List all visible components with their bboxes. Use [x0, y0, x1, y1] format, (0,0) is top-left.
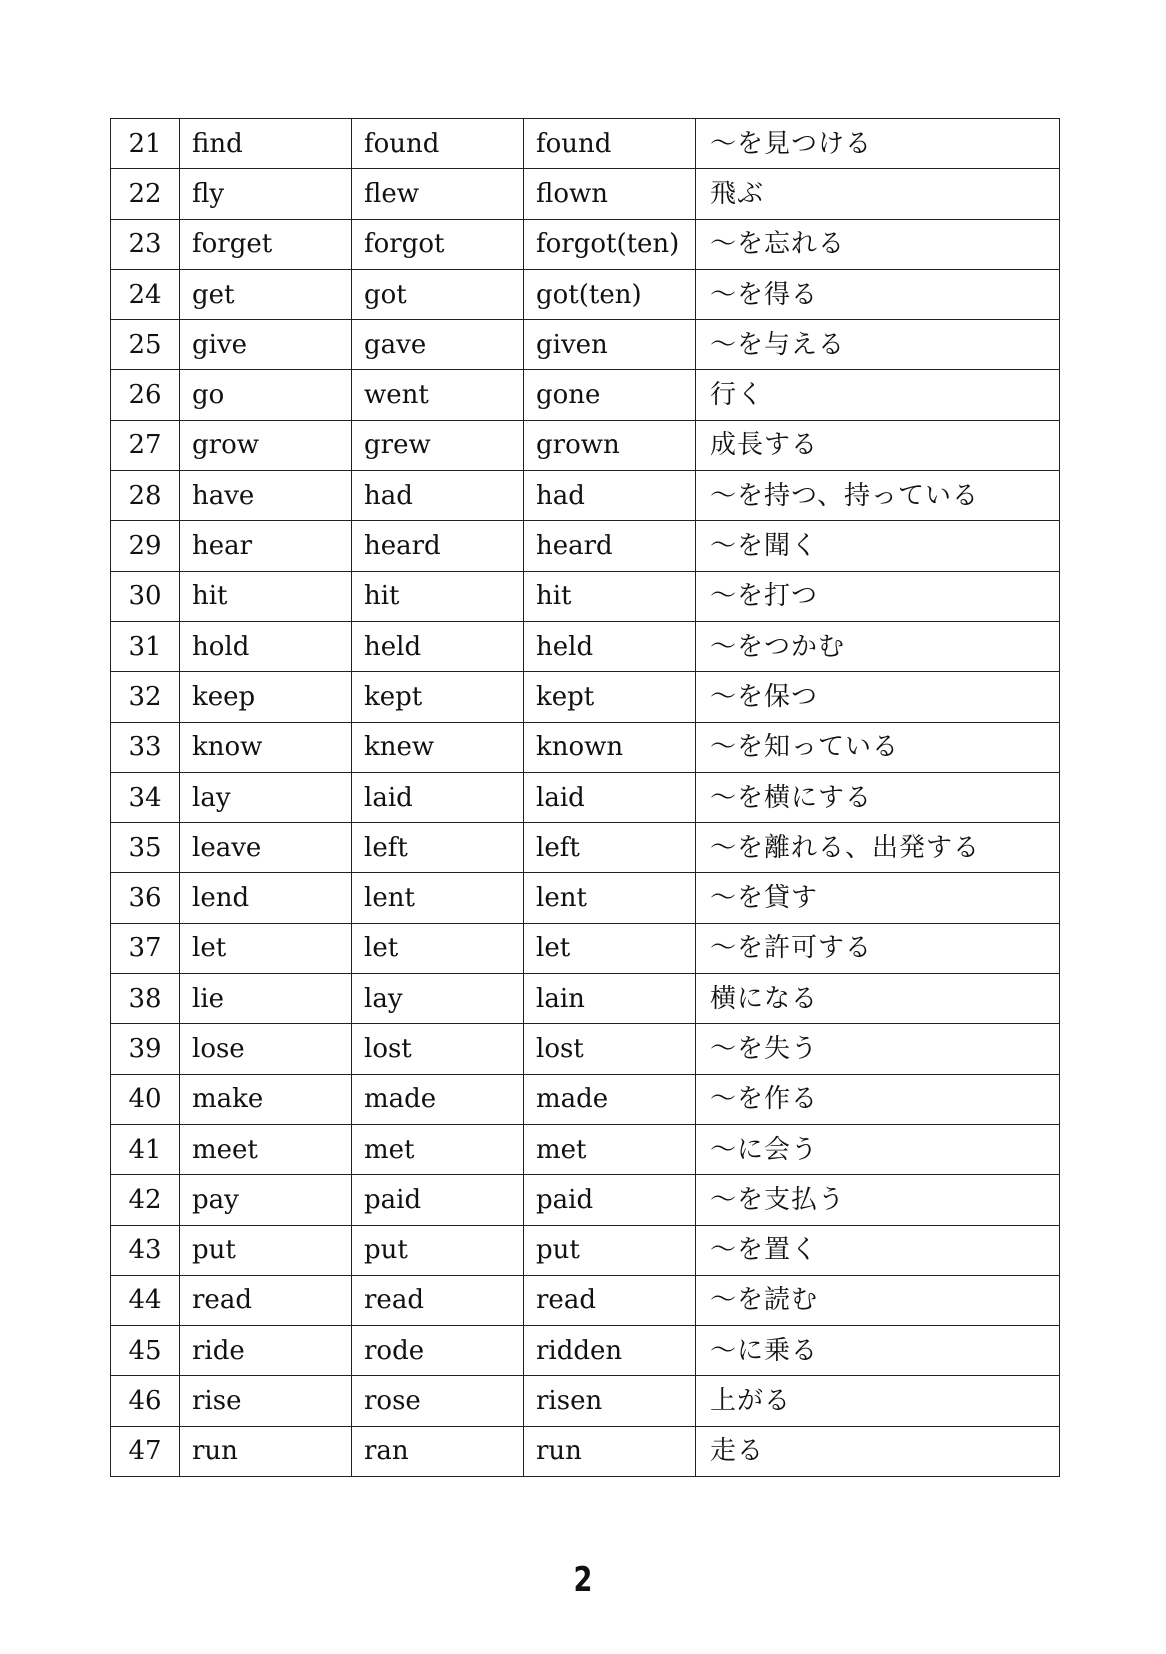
row-number: 39 — [111, 1024, 180, 1074]
meaning-cell: 飛ぶ — [696, 169, 1060, 219]
meaning-cell: 〜を知っている — [696, 722, 1060, 772]
row-number: 38 — [111, 974, 180, 1024]
meaning-cell: 〜を打つ — [696, 571, 1060, 621]
past-form-cell: lost — [352, 1024, 524, 1074]
past-participle-cell: held — [524, 621, 696, 671]
past-form-cell: rode — [352, 1326, 524, 1376]
base-form-cell: go — [180, 370, 352, 420]
base-form-cell: read — [180, 1275, 352, 1325]
meaning-cell: 〜を持つ、持っている — [696, 471, 1060, 521]
table-row — [111, 1376, 1060, 1426]
past-participle-cell: put — [524, 1225, 696, 1275]
past-participle-cell: got(ten) — [524, 269, 696, 319]
meaning-cell: 〜を許可する — [696, 923, 1060, 973]
past-form-cell: made — [352, 1074, 524, 1124]
past-participle-cell: found — [524, 119, 696, 169]
verb-table-body — [111, 119, 1060, 1477]
row-number: 21 — [111, 119, 180, 169]
past-form-cell: gave — [352, 320, 524, 370]
past-participle-cell: left — [524, 823, 696, 873]
row-number: 30 — [111, 571, 180, 621]
past-form-cell: grew — [352, 420, 524, 470]
past-form-cell: heard — [352, 521, 524, 571]
meaning-cell: 〜を貸す — [696, 873, 1060, 923]
table-row — [111, 1225, 1060, 1275]
row-number: 45 — [111, 1326, 180, 1376]
past-form-cell: knew — [352, 722, 524, 772]
base-form-cell: lose — [180, 1024, 352, 1074]
row-number: 22 — [111, 169, 180, 219]
base-form-cell: get — [180, 269, 352, 319]
row-number: 36 — [111, 873, 180, 923]
base-form-cell: put — [180, 1225, 352, 1275]
table-row — [111, 722, 1060, 772]
past-participle-cell: ridden — [524, 1326, 696, 1376]
row-number: 24 — [111, 269, 180, 319]
verb-table-container — [110, 118, 1059, 1477]
row-number: 43 — [111, 1225, 180, 1275]
row-number: 37 — [111, 923, 180, 973]
row-number: 42 — [111, 1175, 180, 1225]
table-row — [111, 571, 1060, 621]
past-form-cell: flew — [352, 169, 524, 219]
meaning-cell: 〜を離れる、出発する — [696, 823, 1060, 873]
past-form-cell: lay — [352, 974, 524, 1024]
past-participle-cell: grown — [524, 420, 696, 470]
table-row — [111, 370, 1060, 420]
past-participle-cell: run — [524, 1426, 696, 1476]
table-row — [111, 1024, 1060, 1074]
past-form-cell: read — [352, 1275, 524, 1325]
row-number: 46 — [111, 1376, 180, 1426]
row-number: 41 — [111, 1124, 180, 1174]
row-number: 26 — [111, 370, 180, 420]
meaning-cell: 〜を忘れる — [696, 219, 1060, 269]
row-number: 35 — [111, 823, 180, 873]
past-participle-cell: lain — [524, 974, 696, 1024]
base-form-cell: leave — [180, 823, 352, 873]
irregular-verb-table — [110, 118, 1060, 1477]
past-form-cell: forgot — [352, 219, 524, 269]
table-row — [111, 974, 1060, 1024]
base-form-cell: run — [180, 1426, 352, 1476]
table-row — [111, 1175, 1060, 1225]
base-form-cell: pay — [180, 1175, 352, 1225]
meaning-cell: 上がる — [696, 1376, 1060, 1426]
table-row — [111, 1426, 1060, 1476]
past-participle-cell: risen — [524, 1376, 696, 1426]
past-participle-cell: heard — [524, 521, 696, 571]
row-number: 31 — [111, 621, 180, 671]
meaning-cell: 〜をつかむ — [696, 621, 1060, 671]
table-row — [111, 1326, 1060, 1376]
base-form-cell: hit — [180, 571, 352, 621]
meaning-cell: 〜に会う — [696, 1124, 1060, 1174]
past-participle-cell: given — [524, 320, 696, 370]
row-number: 25 — [111, 320, 180, 370]
base-form-cell: rise — [180, 1376, 352, 1426]
meaning-cell: 〜を読む — [696, 1275, 1060, 1325]
past-participle-cell: let — [524, 923, 696, 973]
row-number: 23 — [111, 219, 180, 269]
base-form-cell: know — [180, 722, 352, 772]
row-number: 33 — [111, 722, 180, 772]
table-row — [111, 923, 1060, 973]
base-form-cell: grow — [180, 420, 352, 470]
past-form-cell: went — [352, 370, 524, 420]
row-number: 32 — [111, 672, 180, 722]
meaning-cell: 〜を作る — [696, 1074, 1060, 1124]
meaning-cell: 走る — [696, 1426, 1060, 1476]
base-form-cell: have — [180, 471, 352, 521]
table-row — [111, 169, 1060, 219]
meaning-cell: 〜を得る — [696, 269, 1060, 319]
base-form-cell: keep — [180, 672, 352, 722]
meaning-cell: 〜を失う — [696, 1024, 1060, 1074]
row-number: 27 — [111, 420, 180, 470]
base-form-cell: make — [180, 1074, 352, 1124]
table-row — [111, 1124, 1060, 1174]
past-form-cell: met — [352, 1124, 524, 1174]
base-form-cell: ride — [180, 1326, 352, 1376]
row-number: 34 — [111, 772, 180, 822]
page-number: 2 — [573, 1560, 593, 1600]
base-form-cell: lend — [180, 873, 352, 923]
past-participle-cell: read — [524, 1275, 696, 1325]
meaning-cell: 行く — [696, 370, 1060, 420]
past-form-cell: left — [352, 823, 524, 873]
table-row — [111, 320, 1060, 370]
past-form-cell: put — [352, 1225, 524, 1275]
meaning-cell: 〜を支払う — [696, 1175, 1060, 1225]
base-form-cell: lay — [180, 772, 352, 822]
past-form-cell: ran — [352, 1426, 524, 1476]
base-form-cell: lie — [180, 974, 352, 1024]
meaning-cell: 横になる — [696, 974, 1060, 1024]
past-participle-cell: flown — [524, 169, 696, 219]
past-participle-cell: paid — [524, 1175, 696, 1225]
past-participle-cell: laid — [524, 772, 696, 822]
table-row — [111, 823, 1060, 873]
past-participle-cell: forgot(ten) — [524, 219, 696, 269]
row-number: 44 — [111, 1275, 180, 1325]
table-row — [111, 1275, 1060, 1325]
past-form-cell: laid — [352, 772, 524, 822]
past-form-cell: let — [352, 923, 524, 973]
base-form-cell: hold — [180, 621, 352, 671]
base-form-cell: hear — [180, 521, 352, 571]
table-row — [111, 672, 1060, 722]
past-participle-cell: met — [524, 1124, 696, 1174]
past-form-cell: held — [352, 621, 524, 671]
meaning-cell: 〜を見つける — [696, 119, 1060, 169]
past-participle-cell: hit — [524, 571, 696, 621]
table-row — [111, 471, 1060, 521]
past-form-cell: lent — [352, 873, 524, 923]
past-participle-cell: lent — [524, 873, 696, 923]
past-form-cell: found — [352, 119, 524, 169]
past-form-cell: rose — [352, 1376, 524, 1426]
past-participle-cell: kept — [524, 672, 696, 722]
base-form-cell: meet — [180, 1124, 352, 1174]
table-row — [111, 873, 1060, 923]
base-form-cell: let — [180, 923, 352, 973]
past-form-cell: kept — [352, 672, 524, 722]
table-row — [111, 1074, 1060, 1124]
table-row — [111, 119, 1060, 169]
meaning-cell: 〜を与える — [696, 320, 1060, 370]
meaning-cell: 〜に乗る — [696, 1326, 1060, 1376]
base-form-cell: find — [180, 119, 352, 169]
past-participle-cell: had — [524, 471, 696, 521]
meaning-cell: 〜を保つ — [696, 672, 1060, 722]
table-row — [111, 420, 1060, 470]
row-number: 29 — [111, 521, 180, 571]
past-form-cell: got — [352, 269, 524, 319]
base-form-cell: give — [180, 320, 352, 370]
meaning-cell: 〜を聞く — [696, 521, 1060, 571]
past-participle-cell: lost — [524, 1024, 696, 1074]
row-number: 28 — [111, 471, 180, 521]
table-row — [111, 269, 1060, 319]
past-participle-cell: gone — [524, 370, 696, 420]
row-number: 40 — [111, 1074, 180, 1124]
past-participle-cell: made — [524, 1074, 696, 1124]
past-form-cell: paid — [352, 1175, 524, 1225]
table-row — [111, 219, 1060, 269]
meaning-cell: 〜を置く — [696, 1225, 1060, 1275]
base-form-cell: fly — [180, 169, 352, 219]
table-row — [111, 521, 1060, 571]
table-row — [111, 621, 1060, 671]
row-number: 47 — [111, 1426, 180, 1476]
meaning-cell: 成長する — [696, 420, 1060, 470]
table-row — [111, 772, 1060, 822]
meaning-cell: 〜を横にする — [696, 772, 1060, 822]
past-participle-cell: known — [524, 722, 696, 772]
base-form-cell: forget — [180, 219, 352, 269]
past-form-cell: had — [352, 471, 524, 521]
past-form-cell: hit — [352, 571, 524, 621]
